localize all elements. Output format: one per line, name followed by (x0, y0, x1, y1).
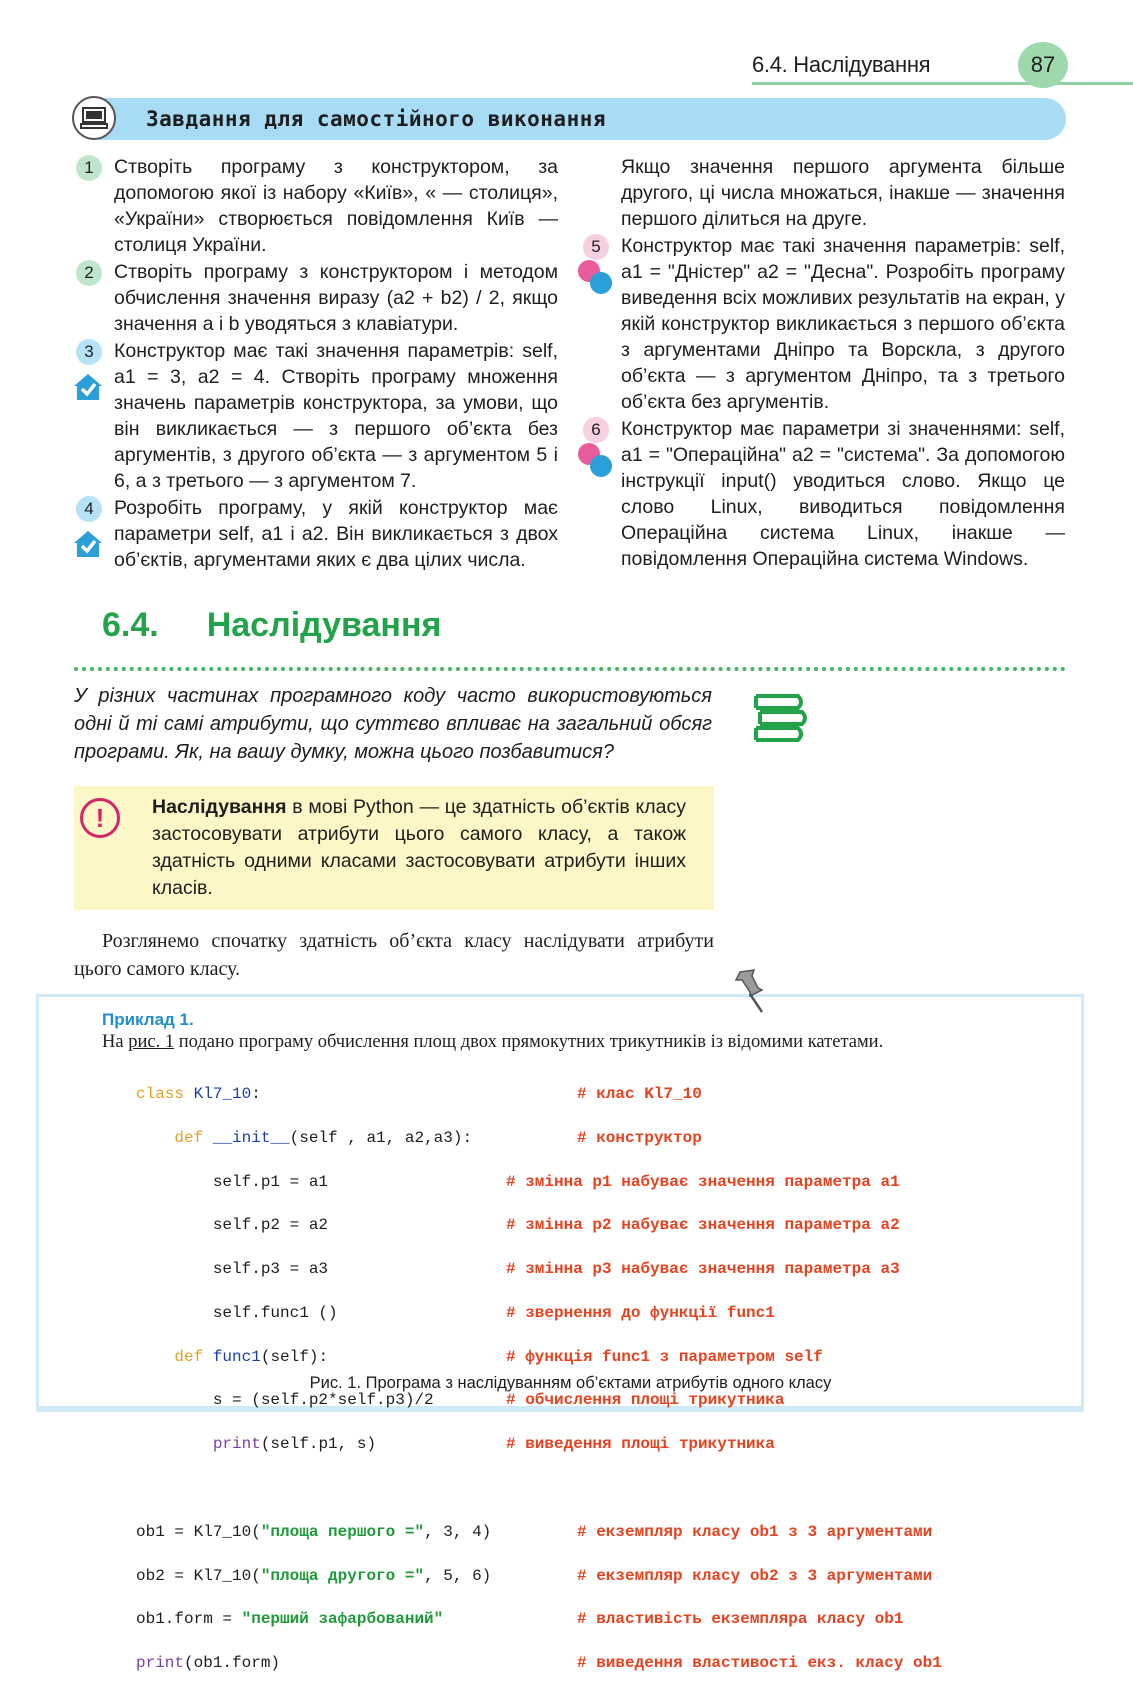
house-check-icon (72, 372, 104, 402)
task-number: 4 (76, 496, 102, 522)
code-line: def func1(self): # функція func1 з параметром self (136, 1347, 491, 1369)
definition-body: в мові Python — це здатність об’єктів класу застосовувати атрибути цього самого класу, а також здатність одними класами застосовувати атрибути інших класів. (152, 796, 686, 899)
task-text: Конструктор має параметри зі значеннями: self, a1 = "Операційна" a2 = "система". За допомогою інструкції input() уводиться слово. Якщо це слово Linux, виводиться повідомлення Операційна система Linux, інакше — повідомлення Операційна система Windows. (621, 418, 1065, 570)
task-text: Створіть програму з конструктором і методом обчислення значення виразу (a2 + b2) / 2, якщо значення a і b уводяться з клавіатури. (114, 261, 558, 335)
task-item (591, 416, 1065, 572)
task-number: 1 (76, 155, 102, 181)
code-comment: # виведення властивості екз. класу ob1 (577, 1654, 942, 1673)
code-comment: # обчислення площі трикутника (506, 1391, 785, 1410)
figure-caption (0, 1374, 1133, 1393)
task-number: 2 (76, 260, 102, 286)
pushpin-icon (732, 968, 772, 1014)
pair-work-icon (577, 442, 613, 478)
code-line: ob1.form = "перший зафарбований" # властивість екземпляра класу ob1 (136, 1609, 491, 1631)
task-item-continued (621, 154, 1065, 232)
example-intro-text: подано програму обчислення площ двох прямокутних трикутників із відомими катетами. (174, 1032, 884, 1052)
code-comment: # екземпляр класу ob1 з 3 аргументами (577, 1522, 933, 1541)
code-comment: # клас Kl7_10 (577, 1084, 702, 1103)
task-text: Конструктор має такі значення параметрів: self, a1 = "Дністер" a2 = "Десна". Розробіть програму виведення всіх можливих результатів на екран, у якій конструктор викликається з першого об’єкта з аргументами Дніпро та Ворскла, з другого об’єкта — з аргументом Дніпро, та з третього об’єкта без аргументів. (621, 235, 1065, 413)
figure-link[interactable]: рис. 1 (128, 1032, 175, 1052)
code-comment: # звернення до функції func1 (506, 1303, 775, 1322)
task-item (84, 154, 558, 258)
code-line: ob1 = Kl7_10("площа першого =", 3, 4) # екземпляр класу ob1 з 3 аргументами (136, 1522, 491, 1544)
code-line: ob2 = Kl7_10("площа другого =", 5, 6) # екземпляр класу ob2 з 3 аргументами (136, 1566, 491, 1588)
example-label: Приклад 1. (102, 1010, 194, 1029)
exclamation-icon: ! (80, 798, 120, 838)
section-title: Наслідування (206, 606, 442, 644)
example-intro (102, 1032, 883, 1053)
code-line: print(ob1.form) # виведення властивості екз. класу ob1 (136, 1653, 491, 1675)
tasks-left-column (84, 154, 558, 574)
task-text: Створіть програму з конструктором, за допомогою якої із набору «Київ», « — столиця», «України» створюється повідомлення Київ — столиця України. (114, 156, 558, 256)
code-line: print(self.p1, s) # виведення площі трикутника (136, 1434, 491, 1456)
code-line: def __init__(self , a1, a2,a3): # конструктор (136, 1128, 491, 1150)
books-icon (752, 690, 808, 746)
task-item (591, 233, 1065, 415)
task-text: Конструктор має такі значення параметрів: self, a1 = 3, a2 = 4. Створіть програму множення значень параметрів конструктора, за умови, що він викликається — з першого об’єкта без аргументів, з другого об’єкта — з аргументом 5 і 6, а з третього — з аргументом 7. (114, 340, 558, 492)
motivating-question: У різних частинах програмного коду часто використовуються одні й ті самі атрибути, що суттєво впливає на загальний обсяг програми. Як, на вашу думку, можна цього позбавитися? (74, 685, 712, 763)
task-number: 6 (583, 417, 609, 443)
code-comment: # виведення площі трикутника (506, 1435, 775, 1454)
code-string: "площа першого =" (260, 1522, 425, 1541)
tasks-right-column (591, 154, 1065, 573)
task-text: Розробіть програму, у якій конструктор має параметри self, a1 і a2. Він викликається з двох об’єктів, аргументами яких є два цілих числа. (114, 497, 558, 571)
section-number: 6.4. (102, 606, 159, 644)
task-text: Якщо значення першого аргумента більше другого, ці числа множаться, інакше — значення першого ділиться на друге. (621, 156, 1065, 230)
task-item (84, 495, 558, 573)
code-line: self.func1 () # звернення до функції func1 (136, 1303, 491, 1325)
definition-text (152, 794, 686, 902)
code-line: s = (self.p2*self.p3)/2 # обчислення площі трикутника (136, 1390, 491, 1412)
section-heading (102, 606, 441, 645)
definition-term: Наслідування (152, 796, 287, 818)
pair-work-icon (577, 259, 613, 295)
header-rule (752, 82, 1133, 85)
code-line: self.p2 = a2 # змінна p2 набуває значення параметра a2 (136, 1215, 491, 1237)
lead-paragraph: Розглянемо спочатку здатність об’єкта класу наслідувати атрибути цього самого класу. (74, 930, 714, 980)
code-line-blank (136, 1478, 491, 1500)
code-comment: # властивість екземпляра класу ob1 (577, 1610, 904, 1629)
code-line: class Kl7_10: # клас Kl7_10 (136, 1084, 491, 1106)
task-item (84, 338, 558, 494)
dotted-divider (74, 667, 1066, 671)
task-number: 3 (76, 339, 102, 365)
code-line: self.p1 = a1 # змінна p1 набуває значення параметра a1 (136, 1172, 491, 1194)
code-comment: # змінна p2 набуває значення параметра a2 (506, 1216, 900, 1235)
computer-icon (72, 96, 116, 140)
code-line: self.p3 = a3 # змінна p3 набуває значення параметра a3 (136, 1259, 491, 1281)
page-number: 87 (1018, 42, 1068, 88)
code-comment: # змінна p1 набуває значення параметра a1 (506, 1172, 900, 1191)
code-comment: # екземпляр класу ob2 з 3 аргументами (577, 1566, 933, 1585)
code-string: "площа другого =" (260, 1566, 425, 1585)
tasks-title: Завдання для самостійного виконання (146, 107, 607, 131)
house-check-icon (72, 529, 104, 559)
example-intro-text: На (102, 1032, 129, 1052)
figure-caption-text: Рис. 1. Програма з наслідуванням об’єктами атрибутів одного класу (309, 1374, 832, 1392)
code-comment: # змінна p3 набуває значення параметра a3 (506, 1260, 900, 1279)
code-comment: # функція func1 з параметром self (506, 1347, 823, 1366)
task-item (84, 259, 558, 337)
code-comment: # конструктор (577, 1128, 702, 1147)
task-number: 5 (583, 234, 609, 260)
running-head: 6.4. Наслідування (752, 52, 931, 77)
code-string: "перший зафарбований" (241, 1610, 444, 1629)
